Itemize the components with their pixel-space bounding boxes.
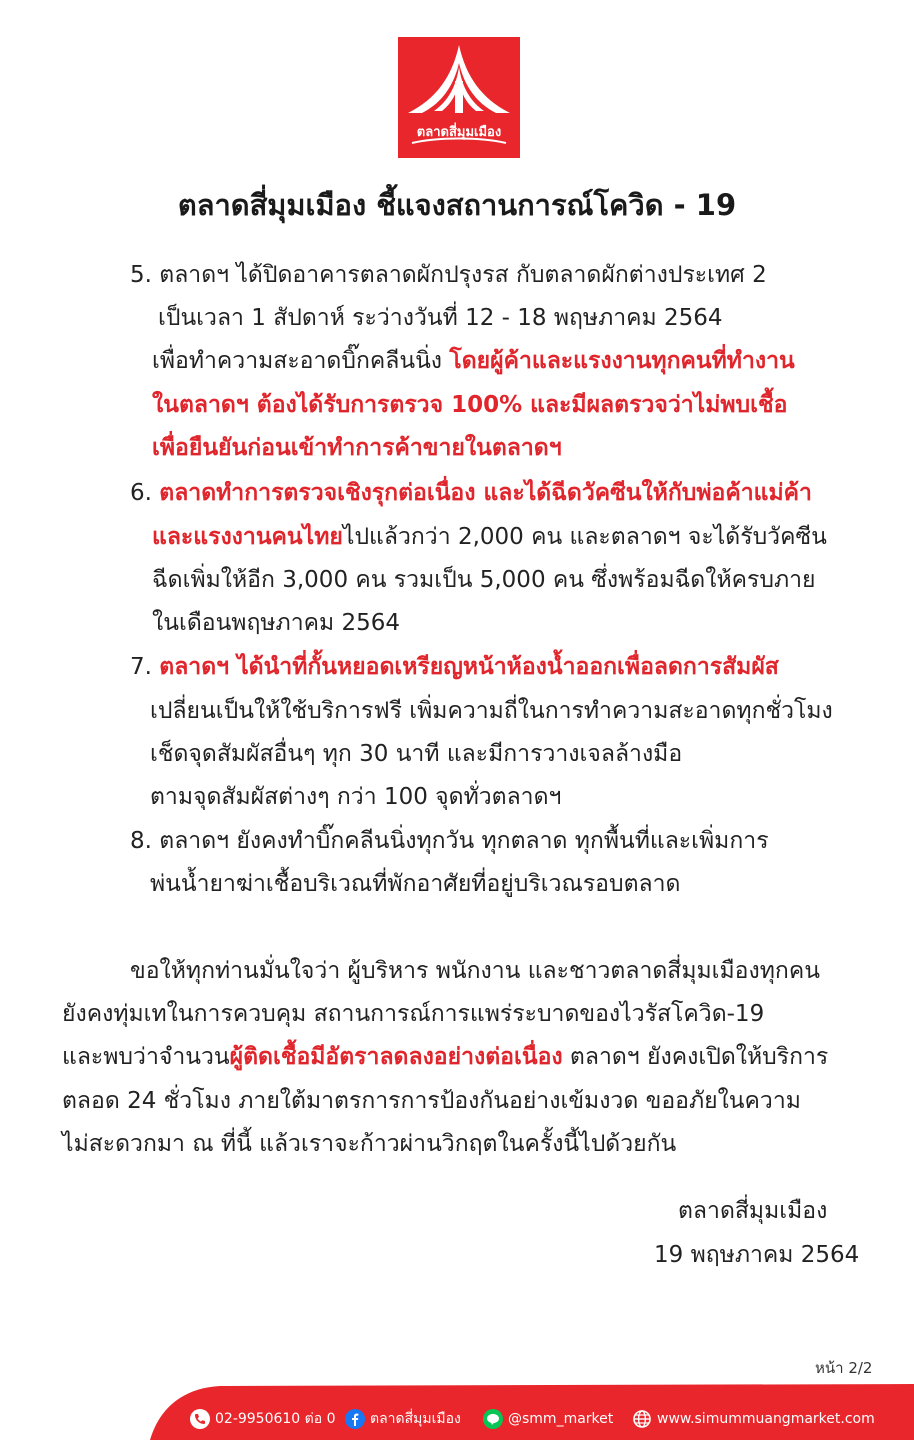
closing-line-2: ยังคงทุ่มเทในการควบคุม สถานการณ์การแพร่ระบาดของไวรัสโควิด-19 — [62, 1001, 765, 1027]
page-number: หน้า 2/2 — [815, 1359, 873, 1377]
closing-line-4: ตลอด 24 ชั่วโมง ภายใต้มาตรการการป้องกันอย่างเข้มงวด ขออภัยในความ — [62, 1088, 801, 1114]
phone-icon — [190, 1409, 210, 1429]
item-5-line-1: 5. ตลาดฯ ได้ปิดอาคารตลาดผักปรุงรส กับตลาดผักต่างประเทศ 2 — [130, 262, 767, 288]
item-6-line-3: ฉีดเพิ่มให้อีก 3,000 คน รวมเป็น 5,000 คน ซึ่งพร้อมฉีดให้ครบภาย — [152, 567, 816, 593]
closing-line-3-c: ตลาดฯ ยังคงเปิดให้บริการ — [562, 1044, 829, 1070]
item-6-line-4: ในเดือนพฤษภาคม 2564 — [152, 610, 401, 636]
item-5-line-2: เป็นเวลา 1 สัปดาห์ ระว่างวันที่ 12 - 18 พฤษภาคม 2564 — [158, 305, 723, 331]
globe-icon — [632, 1409, 652, 1429]
item-7-line-1-highlight: ตลาดฯ ได้นำที่กั้นหยอดเหรียญหน้าห้องน้ำออกเพื่อลดการสัมผัส — [159, 654, 779, 680]
closing-line-3-a: และพบว่าจำนวน — [62, 1044, 230, 1070]
footer-website[interactable] — [632, 1408, 875, 1430]
item-8-line-2: พ่นน้ำยาฆ่าเชื้อบริเวณที่พักอาศัยที่อยู่บริเวณรอบตลาด — [150, 871, 681, 897]
footer-phone[interactable] — [190, 1408, 336, 1430]
item-6-line-1 — [130, 478, 812, 508]
item-7-line-3: เช็ดจุดสัมผัสอื่นๆ ทุก 30 นาที และมีการวางเจลล้างมือ — [150, 741, 683, 767]
line-app-icon — [483, 1409, 503, 1429]
item-7-line-2: เปลี่ยนเป็นให้ใช้บริการฟรี เพิ่มความถี่ในการทำความสะอาดทุกชั่วโมง — [150, 698, 833, 724]
footer-line-text: @smm_market — [508, 1411, 614, 1427]
footer-website-text: www.simummuangmarket.com — [657, 1411, 875, 1427]
item-7-line-1 — [130, 652, 779, 682]
item-5-line-3-plain: เพื่อทำความสะอาดบิ๊กคลีนนิ่ง — [152, 348, 450, 374]
footer-line[interactable] — [483, 1408, 613, 1430]
logo — [398, 37, 520, 158]
closing-line-5: ไม่สะดวกมา ณ ที่นี้ แล้วเราจะก้าวผ่านวิกฤตในครั้งนี้ไปด้วยกัน — [62, 1131, 677, 1157]
facebook-icon — [345, 1409, 365, 1429]
item-7-number: 7. — [130, 654, 160, 680]
item-8-line-1: 8. ตลาดฯ ยังคงทำบิ๊กคลีนนิ่งทุกวัน ทุกตลาด ทุกพื้นที่และเพิ่มการ — [130, 828, 769, 854]
item-5-line-3-highlight: โดยผู้ค้าและแรงงานทุกคนที่ทำงาน — [449, 348, 795, 374]
footer-facebook-text: ตลาดสี่มุมเมือง — [370, 1411, 461, 1427]
item-6-line-2-highlight: และแรงงานคนไทย — [152, 524, 343, 550]
closing-line-3-highlight: ผู้ติดเชื้อมีอัตราลดลงอย่างต่อเนื่อง — [229, 1044, 563, 1070]
page-title: ตลาดสี่มุมเมือง ชี้แจงสถานการณ์โควิด - 19 — [177, 188, 737, 222]
item-7-line-4: ตามจุดสัมผัสต่างๆ กว่า 100 จุดทั่วตลาดฯ — [150, 784, 562, 810]
signature-date: 19 พฤษภาคม 2564 — [654, 1242, 860, 1268]
item-5-line-5: เพื่อยืนยันก่อนเข้าทำการค้าขายในตลาดฯ — [152, 435, 562, 461]
footer-phone-text: 02-9950610 ต่อ 0 — [215, 1411, 336, 1427]
item-6-line-2 — [152, 522, 827, 552]
logo-text: ตลาดสี่มุมเมือง — [416, 125, 502, 140]
item-6-number: 6. — [130, 480, 160, 506]
closing-line-1: ขอให้ทุกท่านมั่นใจว่า ผู้บริหาร พนักงาน และชาวตลาดสี่มุมเมืองทุกคน — [130, 958, 820, 984]
footer-facebook[interactable] — [345, 1408, 461, 1430]
closing-line-3 — [62, 1042, 828, 1072]
item-5-line-3 — [152, 346, 795, 376]
signature-name: ตลาดสี่มุมเมือง — [678, 1198, 828, 1224]
item-6-line-1-highlight: ตลาดทำการตรวจเชิงรุกต่อเนื่อง และได้ฉีดวัคซีนให้กับพ่อค้าแม่ค้า — [159, 480, 812, 506]
item-5-line-4: ในตลาดฯ ต้องได้รับการตรวจ 100% และมีผลตรวจว่าไม่พบเชื้อ — [152, 392, 788, 418]
item-6-line-2-plain: ไปแล้วกว่า 2,000 คน และตลาดฯ จะได้รับวัคซีน — [342, 524, 827, 550]
